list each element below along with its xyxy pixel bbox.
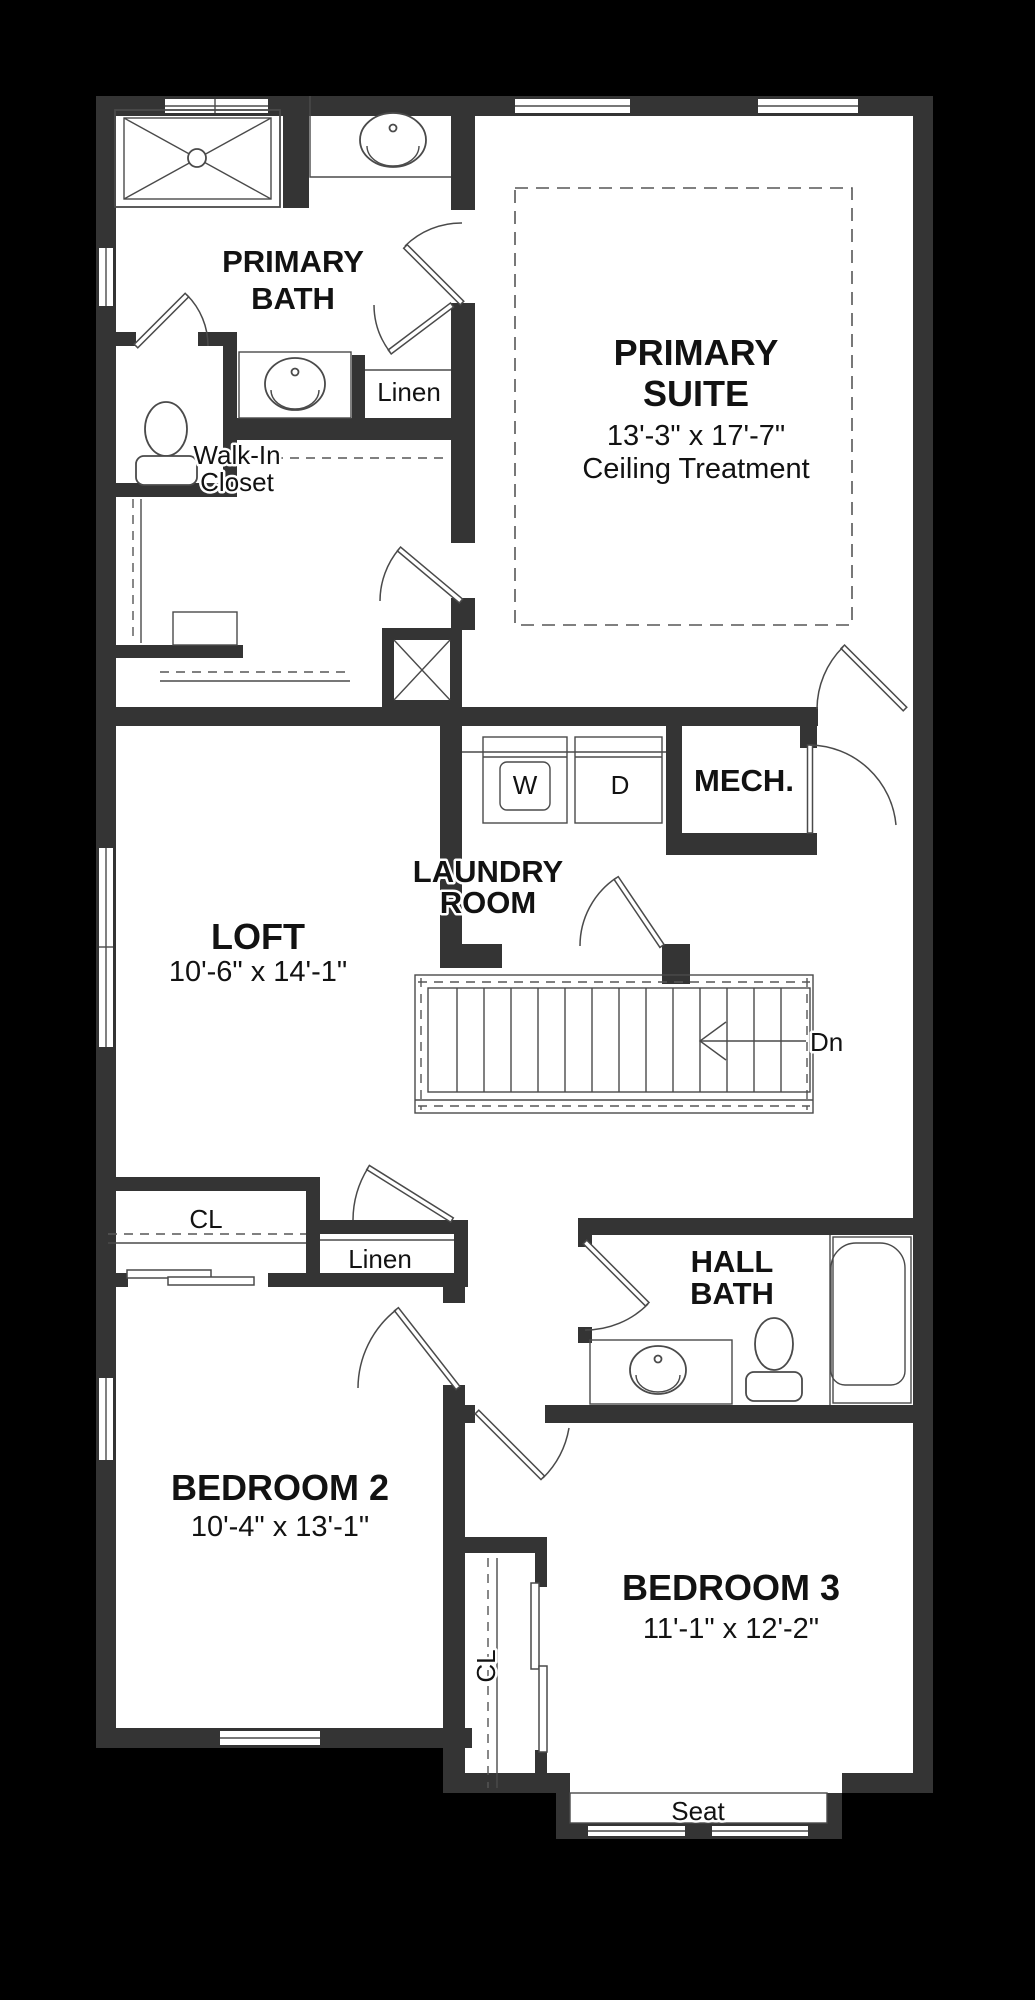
walk-in-closet-label: Closet (200, 467, 274, 497)
hall-bath-label: BATH (690, 1276, 774, 1311)
primary-suite-label: SUITE (642, 373, 750, 414)
window (758, 99, 858, 113)
dryer-label: D (610, 770, 630, 800)
primary-suite-note: Ceiling Treatment (582, 453, 810, 485)
bedroom3-dimensions: 11'-1" x 12'-2" (642, 1613, 820, 1645)
stairs-down-label: Dn (810, 1027, 844, 1057)
mech-room-label: MECH. (694, 763, 794, 798)
laundry-room-label: ROOM (439, 885, 537, 920)
window (515, 99, 630, 113)
bedroom2-dimensions: 10'-4" x 13'-1" (190, 1511, 370, 1543)
window (220, 1731, 320, 1745)
loft-dimensions: 10'-6" x 14'-1" (168, 956, 348, 988)
bedroom3-label: BEDROOM 3 (621, 1567, 841, 1608)
window (99, 848, 113, 1047)
primary-suite-label: PRIMARY (613, 332, 779, 373)
bedroom2-label: BEDROOM 2 (170, 1467, 390, 1508)
window (99, 248, 113, 306)
laundry-room-label: LAUNDRY (412, 854, 564, 889)
primary-suite-dimensions: 13'-3" x 17'-7" (606, 420, 786, 452)
window (588, 1826, 685, 1836)
washer-label: W (512, 770, 538, 800)
bedroom3-closet-label: CL (471, 1649, 501, 1683)
primary-bath-label: PRIMARY (222, 244, 364, 279)
linen-lower-label: Linen (348, 1244, 412, 1274)
window (99, 1378, 113, 1460)
window-seat-label: Seat (671, 1796, 725, 1826)
linen-upper-label: Linen (377, 377, 441, 407)
duct-chase (394, 640, 450, 700)
primary-bath-label: BATH (251, 281, 335, 316)
hall-bath-label: HALL (690, 1244, 774, 1279)
loft-label: LOFT (211, 916, 305, 957)
walk-in-closet-label: Walk-In (193, 440, 281, 470)
window (712, 1826, 808, 1836)
bedroom2-closet-label: CL (189, 1204, 223, 1234)
